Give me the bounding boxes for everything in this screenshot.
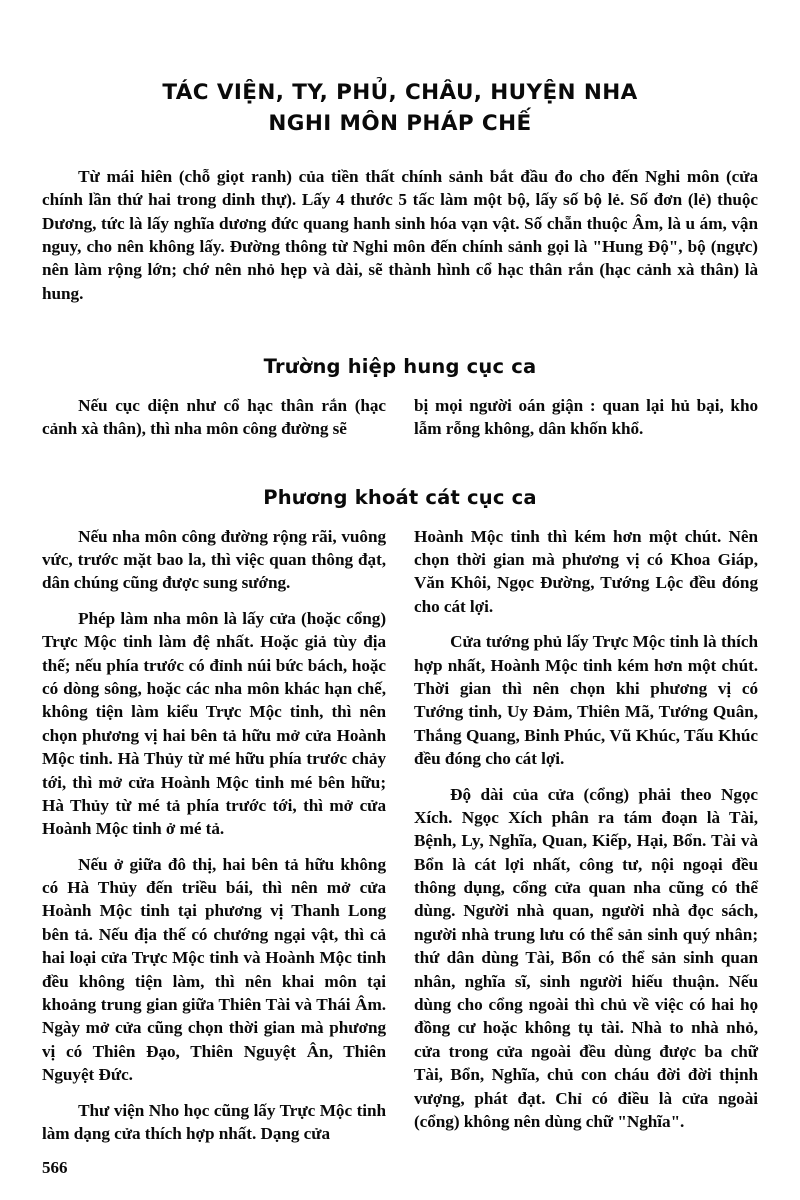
page-title — [42, 0, 758, 139]
paragraph: Hoành Mộc tinh thì kém hơn một chút. Nên chọn thời gian mà phương vị có Khoa Giáp, Văn Khôi, Ngọc Đường, Tướng Lộc đều đóng cho cát lợi. — [414, 526, 758, 616]
page-title-line-1: TÁC VIỆN, TY, PHỦ, CHÂU, HUYỆN NHA — [162, 80, 638, 105]
section-1-column-left — [42, 394, 386, 441]
paragraph: Nếu cục diện như cổ hạc thân rắn (hạc cảnh xà thân), thì nha môn công đường sẽ — [42, 395, 386, 439]
paragraph: Thư viện Nho học cũng lấy Trực Mộc tinh làm dạng cửa thích hợp nhất. Dạng cửa — [42, 1100, 386, 1143]
section-2-columns — [42, 525, 758, 1146]
paragraph: Phép làm nha môn là lấy cửa (hoặc cổng) Trực Mộc tinh làm đệ nhất. Hoặc giả tùy địa thế; nếu phía trước có đỉnh núi bức bách, hoặc có dòng sông, hoặc các nha môn khác hạn chế, không tiện làm kiểu Trực Mộc tinh, thì nên chọn phương vị hai bên tả hữu mở cửa Hoành Mộc tinh. Hà Thủy từ mé hữu phía trước chảy tới, thì mở cửa Hoành Mộc tinh mé bên hữu; Hà Thủy từ mé tả phía trước tới, thì mở cửa Hoành Mộc tinh ở mé tả. — [42, 608, 386, 839]
page-title-line-2: NGHI MÔN PHÁP CHẾ — [268, 110, 532, 136]
section-heading-phuong-khoat-cat-cuc-ca: Phương khoát cát cục ca — [263, 485, 537, 509]
paragraph: bị mọi người oán giận : quan lại hủ bại, kho lẫm rỗng không, dân khốn khổ. — [414, 395, 758, 439]
paragraph: Độ dài của cửa (cổng) phải theo Ngọc Xích. Ngọc Xích phân ra tám đoạn là Tài, Bệnh, Ly, Nghĩa, Quan, Kiếp, Hại, Bổn. Tài và Bổn là cát lợi nhất, công tư, nội ngoại đều thông dụng, cổng cửa quan nha cũng có thể dùng. Người nhà quan, người nhà đọc sách, người nhà trung lưu có thể sản sinh quý nhân; thứ dân dùng Tài, Bổn có thể sản sinh quan nhân, nghĩa sĩ, sinh người hiếu thuận. Nếu dùng cho cổng ngoài thì chủ về việc có hai họ đồng cư hoặc không tụ tài. Nhà to nhà nhỏ, cửa trong cửa ngoài đều dùng được ba chữ Tài, Bổn, Nghĩa, chủ con cháu đời đời thịnh vượng, phát đạt. Chỉ có điều là cửa ngoài (cổng) không nên dùng chữ "Nghĩa". — [414, 784, 758, 1131]
page-number: 566 — [42, 1158, 68, 1177]
section-1-columns — [42, 394, 758, 441]
section-heading-truong-hiep-hung-cuc-ca: Trường hiệp hung cục ca — [263, 354, 537, 378]
section-2-column-right — [414, 525, 758, 1134]
paragraph: Nếu ở giữa đô thị, hai bên tả hữu không có Hà Thủy đến triều bái, thì nên mở cửa Hoành Mộc tinh tại phương vị Thanh Long bên tả. Nếu địa thế có chướng ngại vật, thì cả hai loại cửa Trực Mộc tinh và Hoành Mộc tinh đều không tiện làm, thì nên khai môn tại khoảng trung gian giữa Thiên Tài và Thái Âm. Ngày mở cửa cũng chọn thời gian mà phương vị có Thiên Đạo, Thiên Nguyệt Ân, Thiên Nguyệt Đức. — [42, 854, 386, 1085]
paragraph: Cửa tướng phủ lấy Trực Mộc tinh là thích hợp nhất, Hoành Mộc tinh kém hơn một chút. Thời gian thì nên chọn khi phương vị có Tướng tinh, Uy Đảm, Thiên Mã, Tướng Quân, Thắng Quang, Binh Phúc, Vũ Khúc, Tấu Khúc đều đóng cho cát lợi. — [414, 632, 758, 769]
section-2-column-left — [42, 525, 386, 1146]
paragraph: Nếu nha môn công đường rộng rãi, vuông vức, trước mặt bao la, thì việc quan thông đạt, dân chúng cũng được sung sướng. — [42, 526, 386, 593]
intro-paragraph: Từ mái hiên (chỗ giọt ranh) của tiền thất chính sảnh bắt đầu đo cho đến Nghi môn (cửa chính lần thứ hai trong dinh thự). Lấy 4 thước 5 tấc làm một bộ, lấy số bộ lẻ. Số đơn (lẻ) thuộc Dương, tức là lấy nghĩa dương đức quang hanh sinh hóa vạn vật. Số chẵn thuộc Âm, là u ám, vận nguy, cho nên không lấy. Đường thông từ Nghi môn đến chính sảnh gọi là "Hung Độ", bộ (ngực) nên làm rộng lớn; chớ nên nhỏ hẹp và dài, sẽ thành hình cổ hạc thân rắn (hạc cảnh xà thân) là hung. — [42, 167, 758, 303]
section-1-column-right — [414, 394, 758, 441]
